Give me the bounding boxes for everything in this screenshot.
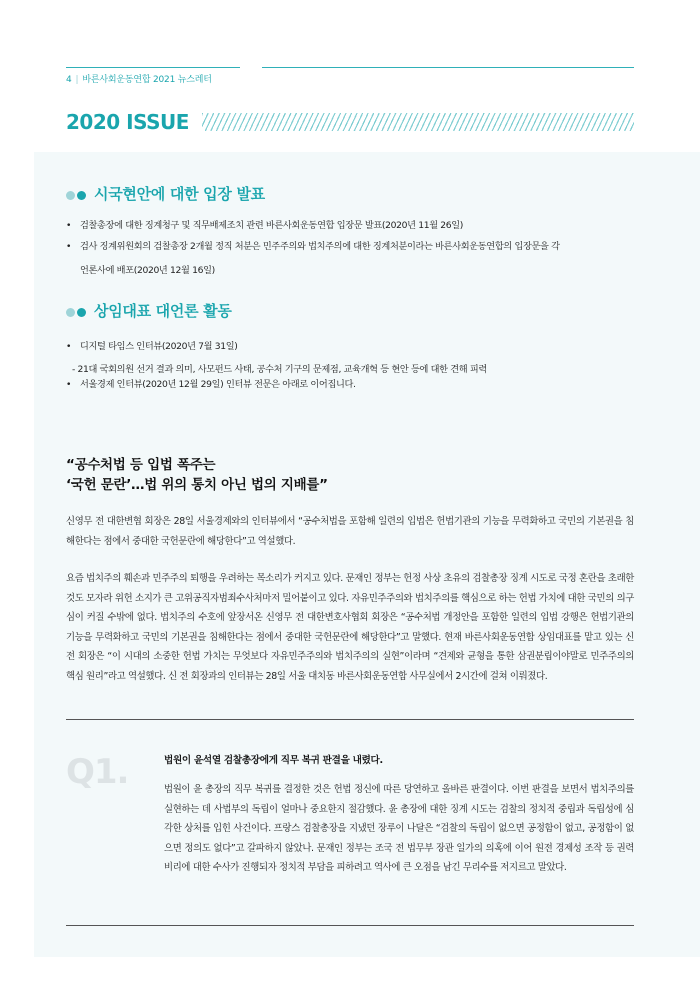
header-rule-right [262,67,634,68]
section-title-text: 상임대표 대언론 활동 [94,302,232,320]
bullet-dots-icon [66,186,88,204]
list-item: • 검찰총장에 대한 징계청구 및 직무배제조치 관련 바른사회운동연합 입장문 발표(2020년 11월 26일) [66,220,464,231]
section-title-statements [66,183,265,204]
list-item-text: 디지털 타임스 인터뷰(2020년 7월 31일) [80,341,238,352]
list-item-text: 검사 징계위원회의 검찰총장 2개월 정직 처분은 민주주의와 법치주의에 대한 징계처분이라는 바른사회운동연합의 입장문을 각 [80,241,560,252]
question-number: Q1. [66,752,129,792]
list-item-text: 서울경제 인터뷰(2020년 12월 29일) 인터뷰 전문은 아래로 이어집니다. [80,379,356,390]
question-text: 법원이 윤석열 검찰총장에게 직무 복귀 판결을 내렸다. [164,755,383,766]
list-subitem: - 21대 국회의원 선거 결과 의미, 사모펀드 사태, 공수처 기구의 문제점, 교육개혁 등 현안 등에 대한 견해 피력 [72,364,487,375]
article-body: 요즘 법치주의 훼손과 민주주의 퇴행을 우려하는 목소리가 커지고 있다. 문재인 정부는 헌정 사상 초유의 검찰총장 징계 시도로 국정 혼란을 초래한 것도 모자라 위헌 소지가 큰 고위공직자범죄수사처마저 밀어붙이고 있다. 자유민주주의와 법치주의를 핵심으로 하는 헌법 가치에 대한 국민의 의구심이 커질 수밖에 없다. 법치주의 수호에 앞장서온 신영무 전 대한변호사협회 회장은 “공수처법 개정안을 포함한 일련의 입법 강행은 헌법기관의 기능을 무력화하고 국민의 기본권을 침해한다는 점에서 중대한 국헌문란에 해당한다”고 말했다. 현재 바른사회운동연합 상임대표를 맡고 있는 신 전 회장은 “이 시대의 소중한 헌법 가치는 무엇보다 자유민주주의와 법치주의의 실현”이라며 “견제와 균형을 통한 삼권분립이야말로 민주주의의 핵심 원리”라고 역설했다. 신 전 회장과의 인터뷰는 28일 서울 대치동 바른사회운동연합 사무실에서 2시간에 걸쳐 이뤄졌다. [66,573,634,682]
section-title-text: 시국현안에 대한 입장 발표 [94,185,265,203]
publication-name: 바른사회운동연합 2021 뉴스레터 [82,75,212,85]
header-rule-left [66,67,240,68]
header-separator: | [75,75,79,85]
list-item-text: 검찰총장에 대한 징계청구 및 직무배제조치 관련 바른사회운동연합 입장문 발표(2020년 11월 26일) [80,220,464,231]
answer-text: 법원이 윤 총장의 직무 복귀를 결정한 것은 헌법 정신에 따른 당연하고 올바른 판결이다. 이번 판결을 보면서 법치주의를 실현하는 데 사법부의 독립이 얼마나 중요한지 절감했다. 윤 총장에 대한 징계 시도는 검찰의 정치적 중립과 독립성에 심각한 상처를 입힌 사건이다. 프랑스 검찰총장을 지냈던 장루이 나달은 “검찰의 독립이 없으면 공정함이 없고, 공정함이 없으면 정의도 없다”고 갈파하지 않았나. 문재인 정부는 조국 전 법무부 장관 일가의 의혹에 이어 원전 경제성 조작 등 권력 비리에 대한 수사가 진행되자 정치적 부담을 피하려고 역사에 큰 오점을 남긴 무리수를 저지르고 말았다. [164,784,634,873]
divider-bottom [66,925,634,926]
list-item: • 서울경제 인터뷰(2020년 12월 29일) 인터뷰 전문은 아래로 이어집니다. [66,379,356,390]
list-item-continuation: 언론사에 배포(2020년 12월 16일) [80,265,215,276]
article-headline-line2: ‘국헌 문란’…법 위의 통치 아닌 법의 지배를” [66,477,328,493]
issue-banner [66,110,634,136]
page-number: 4 [66,75,72,85]
section-title-media [66,300,232,321]
list-item: • 디지털 타임스 인터뷰(2020년 7월 31일) [66,341,238,352]
issue-title: 2020 ISSUE [66,110,189,134]
page-header [66,72,212,85]
hatch-decoration [202,113,634,131]
divider-top [66,719,634,720]
article-headline-line1: “공수처법 등 입법 폭주는 [66,457,216,473]
bullet-dots-icon [66,303,88,321]
article-lead: 신영무 전 대한변협 회장은 28일 서울경제와의 인터뷰에서 “공수처법을 포함해 일련의 입법은 헌법기관의 기능을 무력화하고 국민의 기본권을 침해한다는 점에서 중대한 국헌문란에 해당한다”고 역설했다. [66,516,634,547]
list-item: • 검사 징계위원회의 검찰총장 2개월 정직 처분은 민주주의와 법치주의에 대한 징계처분이라는 바른사회운동연합의 입장문을 각 [66,241,560,252]
